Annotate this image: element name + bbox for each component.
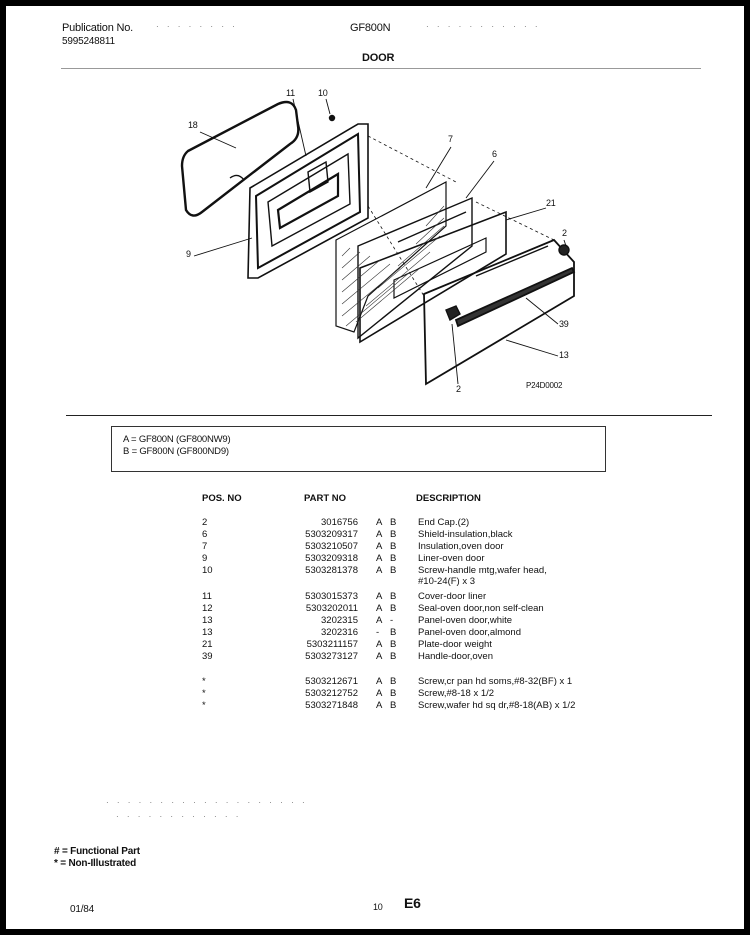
model-a-cell: A (376, 565, 383, 576)
footnote-non-illustrated: * = Non-Illustrated (54, 858, 137, 869)
table-row (6, 591, 744, 603)
model-a-cell: A (376, 615, 383, 626)
footer-date: 01/84 (70, 904, 95, 915)
part-number-cell: 5303212752 (305, 688, 358, 699)
description-cell: Plate-door weight (418, 639, 492, 650)
model-number: GF800N (350, 22, 391, 34)
callout-2-lower: 2 (456, 384, 461, 394)
table-row (6, 553, 744, 565)
description-cell: Liner-oven door (418, 553, 485, 564)
model-b-cell: B (390, 565, 397, 576)
scan-specks: · · · · · · · · · · · (426, 22, 541, 31)
part-number-cell: 5303209317 (305, 529, 358, 540)
part-number-cell: 5303209318 (305, 553, 358, 564)
pos-number-cell: 39 (202, 651, 213, 662)
scan-specks: · · · · · · · · · · · · · · · · · · · (106, 798, 308, 807)
part-number-cell: 3016756 (321, 517, 358, 528)
description-cell: Screw,wafer hd sq dr,#8-18(AB) x 1/2 (418, 700, 576, 711)
pos-number-cell: * (202, 700, 206, 711)
pos-number-cell: 11 (202, 591, 212, 602)
model-b-cell: - (390, 615, 394, 626)
model-a-cell: A (376, 688, 383, 699)
description-cell: Screw,cr pan hd soms,#8-32(BF) x 1 (418, 676, 573, 687)
description-cell: Shield-insulation,black (418, 529, 513, 540)
model-b-cell: B (390, 529, 397, 540)
part-number-cell: 5303273127 (305, 651, 358, 662)
callout-13: 13 (559, 350, 569, 360)
table-row (6, 529, 744, 541)
part-number-cell: 5303202011 (305, 603, 358, 614)
model-a-cell: - (376, 627, 380, 638)
table-row (6, 627, 744, 639)
model-b-cell: B (390, 639, 397, 650)
table-row (6, 576, 744, 588)
description-cell: Panel-oven door,almond (418, 627, 521, 638)
model-a-cell: A (376, 529, 383, 540)
model-b-cell: B (390, 603, 397, 614)
publication-label: Publication No. (62, 22, 133, 34)
footnote-functional: # = Functional Part (54, 846, 140, 857)
pos-number-cell: 12 (202, 603, 213, 614)
model-a-cell: A (376, 541, 383, 552)
diagram-separator (66, 415, 712, 416)
table-row (6, 639, 744, 651)
model-b-cell: B (390, 541, 397, 552)
pos-number-cell: 6 (202, 529, 208, 540)
table-row (6, 541, 744, 553)
diagram-code: P24D0002 (526, 381, 563, 390)
table-row (6, 651, 744, 663)
part-number-cell: 3202315 (321, 615, 358, 626)
insulation-shape (336, 182, 446, 332)
model-a-cell: A (376, 651, 383, 662)
callout-39: 39 (559, 319, 569, 329)
pos-number-cell: 13 (202, 615, 213, 626)
column-header-pos: POS. NO (202, 493, 242, 504)
footer-page-small: 10 (373, 902, 383, 912)
part-number-cell: 5303271848 (305, 700, 358, 711)
section-title: DOOR (362, 52, 395, 64)
pos-number-cell: 10 (202, 565, 213, 576)
table-row (6, 700, 744, 712)
parts-page (6, 6, 744, 929)
legend-line-b: B = GF800N (GF800ND9) (123, 446, 229, 457)
part-number-cell: 5303210507 (305, 541, 358, 552)
table-row (6, 517, 744, 529)
legend-line-a: A = GF800N (GF800NW9) (123, 434, 231, 445)
pos-number-cell: * (202, 688, 206, 699)
pos-number-cell: 7 (202, 541, 208, 552)
model-b-cell: B (390, 553, 397, 564)
table-row (6, 688, 744, 700)
scan-specks: · · · · · · · · (156, 22, 238, 31)
column-header-part: PART NO (304, 493, 347, 504)
callout-2-endcap: 2 (562, 228, 567, 238)
description-cell: Screw-handle mtg,wafer head, (418, 565, 547, 576)
description-cell: #10-24(F) x 3 (418, 576, 476, 587)
model-a-cell: A (376, 603, 383, 614)
callout-9: 9 (186, 249, 191, 259)
part-number-cell: 5303212671 (305, 676, 358, 687)
part-number-cell: 3202316 (321, 627, 358, 638)
model-b-cell: B (390, 676, 397, 687)
table-row (6, 603, 744, 615)
callout-7: 7 (448, 134, 453, 144)
column-header-description: DESCRIPTION (416, 493, 481, 504)
door-exploded-diagram (6, 6, 744, 406)
callout-18: 18 (188, 120, 198, 130)
part-number-cell: 5303211157 (306, 639, 358, 650)
callout-21: 21 (546, 198, 556, 208)
scan-specks: · · · · · · · · · · · · (116, 812, 242, 821)
model-b-cell: B (390, 651, 397, 662)
table-row (6, 676, 744, 688)
callout-10: 10 (318, 88, 328, 98)
model-a-cell: A (376, 591, 383, 602)
part-number-cell: 5303281378 (305, 565, 358, 576)
pos-number-cell: 9 (202, 553, 208, 564)
model-b-cell: B (390, 700, 397, 711)
description-cell: Insulation,oven door (418, 541, 504, 552)
model-b-cell: B (390, 591, 397, 602)
part-number-cell: 5303015373 (305, 591, 358, 602)
model-b-cell: B (390, 627, 397, 638)
model-a-cell: A (376, 639, 383, 650)
model-a-cell: A (376, 517, 383, 528)
description-cell: End Cap.(2) (418, 517, 470, 528)
door-seal-shape (182, 102, 298, 216)
model-b-cell: B (390, 688, 397, 699)
publication-number: 5995248811 (62, 36, 115, 47)
model-a-cell: A (376, 553, 383, 564)
pos-number-cell: * (202, 676, 206, 687)
description-cell: Handle-door,oven (418, 651, 493, 662)
pos-number-cell: 13 (202, 627, 213, 638)
model-b-cell: B (390, 517, 397, 528)
callout-11: 11 (286, 88, 295, 98)
table-row (6, 615, 744, 627)
footer-page-number: E6 (404, 895, 421, 911)
pos-number-cell: 21 (202, 639, 213, 650)
description-cell: Cover-door liner (418, 591, 487, 602)
door-handle-shape (456, 268, 574, 326)
model-a-cell: A (376, 700, 383, 711)
pos-number-cell: 2 (202, 517, 208, 528)
description-cell: Screw,#8-18 x 1/2 (418, 688, 495, 699)
model-a-cell: A (376, 676, 383, 687)
callout-6: 6 (492, 149, 497, 159)
description-cell: Seal-oven door,non self-clean (418, 603, 544, 614)
description-cell: Panel-oven door,white (418, 615, 513, 626)
